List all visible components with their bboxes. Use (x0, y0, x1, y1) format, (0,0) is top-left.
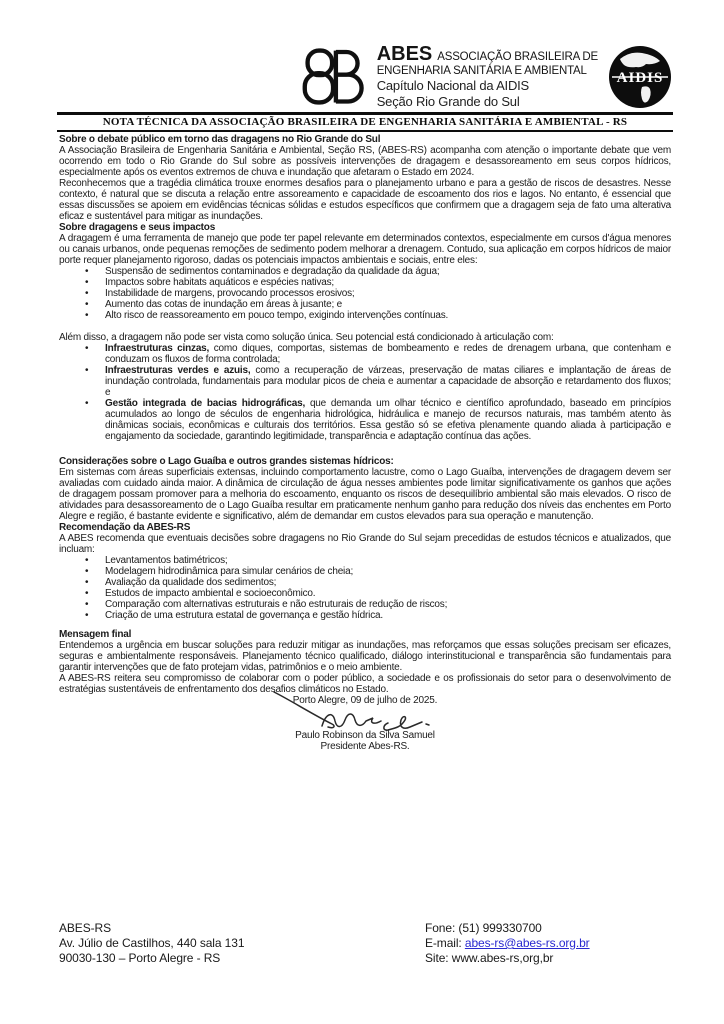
paragraph: A ABES-RS reitera seu compromisso de colaborar com o poder público, a sociedade e os profissionais do setor para o desenvolvimento de estratégias sustentáveis de enfrentamento dos desafios climáticos no Estado. (59, 673, 671, 695)
aidis-logo-label: AIDIS (616, 70, 664, 86)
document-title: NOTA TÉCNICA DA ASSOCIAÇÃO BRASILEIRA DE ENGENHARIA SANITÁRIA E AMBIENTAL - RS (102, 116, 628, 128)
bullet-icon: • (85, 310, 89, 321)
footer-site: www.abes-rs,org,br (451, 951, 554, 965)
signatory-name: Paulo Robinson da Silva Samuel (295, 730, 435, 741)
signatory-title: Presidente Abes-RS. (320, 741, 410, 752)
aidis-globe-icon (608, 45, 672, 114)
footer-phone-line: Fone: (51) 999330700 (425, 921, 542, 935)
list-item: • Impactos sobre habitats aquáticos e espécies nativas; (59, 277, 671, 288)
bullet-icon: • (85, 555, 89, 566)
list-item: • Gestão integrada de bacias hidrográficas, que demanda um olhar técnico e científico aprofundado, baseado em princípios acumulados ao longo de séculos de engenharia hidrológica, hidráulica e manejo de recursos naturais, mas também atento às dinâmicas sociais, econômicas e culturais dos territórios. Essa gestão só se efetiva plenamente quando aliada à participação e engajamento da sociedade, garantindo legitimidade, transparência e adaptação contínua das ações. (59, 398, 671, 442)
paragraph: Em sistemas com áreas superficiais extensas, incluindo comportamento lacustre, como o Lago Guaíba, intervenções de dragagem devem ser avaliadas com cuidado ainda maior. A dinâmica de circulação de água nesses ambientes pode limitar significativamente os ganhos que ações de dragagem possam promover para a melhoria do escoamento, enquanto os riscos de desequilíbrio ambiental são mais elevados. O risco de atividades para desassoreamento de o Lago Guaíba resultar em praticamente nenhum ganho para redução dos níveis das enchentes em Porto Alegre e região, é bastante evidente e significativo, além de demandar em custos elevados para sua operação e manutenção. (59, 467, 671, 522)
org-acronym: ABES (376, 43, 433, 65)
list-item: • Aumento das cotas de inundação em áreas à jusante; e (59, 299, 671, 310)
bullet-icon: • (85, 577, 89, 588)
list-item: • Criação de uma estrutura estatal de governança e gestão hídrica. (59, 610, 671, 621)
footer-email-link[interactable]: abes-rs@abes-rs.org.br (464, 936, 590, 950)
org-name-block (377, 44, 598, 108)
paragraph: Além disso, a dragagem não pode ser vista como solução única. Seu potencial está condicionado à articulação com: (59, 332, 554, 343)
bullet-icon: • (85, 610, 89, 621)
letterhead (59, 44, 672, 112)
list-item: • Infraestruturas verdes e azuis, como a recuperação de várzeas, preservação de matas ciliares e implantação de áreas de inundação controlada, fundamentais para modular picos de cheia e aumentar a capacidade de absorção e retardamento dos fluxos; e (59, 365, 671, 398)
org-name-line1: ASSOCIAÇÃO BRASILEIRA DE (437, 51, 598, 63)
impact-bullet-list (59, 266, 671, 321)
footer-address-line1: Av. Júlio de Castilhos, 440 sala 131 (59, 936, 245, 950)
section-heading-recomendacao: Recomendação da ABES-RS (59, 522, 191, 533)
bullet-icon: • (85, 599, 89, 610)
bullet-icon: • (85, 299, 89, 310)
footer-site-line: Site: www.abes-rs,org,br (425, 951, 554, 965)
footer-address-line2: 90030-130 – Porto Alegre - RS (59, 951, 221, 965)
recommendation-bullet-list (59, 555, 671, 621)
list-item: • Instabilidade de margens, provocando processos erosivos; (59, 288, 671, 299)
bullet-icon: • (85, 266, 89, 277)
bullet-icon: • (85, 288, 89, 299)
document-body (59, 134, 671, 752)
articulation-bullet-list (59, 343, 671, 442)
section-heading-mensagem: Mensagem final (59, 629, 132, 640)
list-item: • Infraestruturas cinzas, como diques, comportas, sistemas de bombeamento e redes de drenagem urbana, que contenham e conduzam os fluxos de forma controlada; (59, 343, 671, 365)
footer-phone: (51) 999330700 (458, 921, 542, 935)
list-item: • Levantamentos batimétricos; (59, 555, 671, 566)
section-heading-guaiba: Considerações sobre o Lago Guaíba e outros grandes sistemas hídricos: (59, 456, 394, 467)
list-item: • Avaliação da qualidade dos sedimentos; (59, 577, 671, 588)
bullet-icon: • (85, 343, 89, 354)
footer-email-line: E-mail: abes-rs@abes-rs.org.br (425, 936, 590, 950)
org-section-line: Seção Rio Grande do Sul (376, 93, 520, 109)
signature-scribble-icon (59, 700, 671, 730)
date-line: Porto Alegre, 09 de julho de 2025. (292, 695, 438, 706)
section-heading-impactos: Sobre dragagens e seus impactos (59, 222, 216, 233)
bullet-icon: • (85, 588, 89, 599)
section-heading-debate: Sobre o debate público em torno das dragagens no Rio Grande do Sul (59, 134, 381, 145)
org-name-line2: ENGENHARIA SANITÁRIA E AMBIENTAL (376, 65, 587, 77)
paragraph: Entendemos a urgência em buscar soluções para reduzir mitigar as inundações, mas reforçamos que essas soluções precisam ser eficazes, seguras e ambientalmente responsáveis. Planejamento técnico qualificado, diálogo interinstitucional e transparência são fundamentais para garantir intervenções que de fato protejam vidas, patrimônios e o meio ambiente. (59, 640, 671, 673)
list-item: • Modelagem hidrodinâmica para simular cenários de cheia; (59, 566, 671, 577)
list-item: • Comparação com alternativas estruturais e não estruturais de redução de riscos; (59, 599, 671, 610)
bullet-icon: • (85, 566, 89, 577)
list-item: • Estudos de impacto ambiental e socioeconômico. (59, 588, 671, 599)
abes-logo-icon (301, 46, 367, 113)
paragraph: A Associação Brasileira de Engenharia Sanitária e Ambiental, Seção RS, (ABES-RS) acompanha com atenção o importante debate que vem ocorrendo em todo o Rio Grande do Sul sobre as possíveis intervenções de dragagem e desassoreamento em seus corpos hídricos, especialmente após os eventos extremos de chuva e inundação que afetaram o Estado em 2024. (59, 145, 671, 178)
org-chapter-line: Capítulo Nacional da AIDIS (376, 78, 530, 94)
list-item: • Suspensão de sedimentos contaminados e degradação da qualidade da água; (59, 266, 671, 277)
paragraph: A ABES recomenda que eventuais decisões sobre dragagens no Rio Grande do Sul sejam precedidas de estudos técnicos e atualizados, que incluam: (59, 533, 671, 555)
footer-org: ABES-RS (59, 921, 111, 935)
footer-contact-block (425, 921, 590, 966)
paragraph: Reconhecemos que a tragédia climática trouxe enormes desafios para o planejamento urbano e para a gestão de riscos de desastres. Nesse contexto, é natural que se discuta a relação entre assoreamento e capacidade de escoamento dos rios e lagos. No entanto, é essencial que essas discussões se apoiem em evidências técnicas sólidas e estudos específicos que confirmem que a dragagem seja de fato uma alterativa eficaz e sustentável para mitigar as inundações. (59, 178, 671, 222)
footer (59, 921, 671, 966)
bullet-icon: • (85, 398, 89, 409)
bullet-icon: • (85, 277, 89, 288)
title-bar (57, 112, 673, 132)
list-item: • Alto risco de reassoreamento em pouco tempo, exigindo intervenções contínuas. (59, 310, 671, 321)
bullet-icon: • (85, 365, 89, 376)
paragraph: A dragagem é uma ferramenta de manejo que pode ter papel relevante em determinados contextos, especialmente em cursos d'água menores ou canais urbanos, onde pequenas remoções de sedimento podem melhorar a drenagem. Contudo, sua aplicação em corpos hídricos de maior porte requer planejamento rigoroso, dadas os potenciais impactos ambientais e sociais, entre eles: (59, 233, 671, 266)
